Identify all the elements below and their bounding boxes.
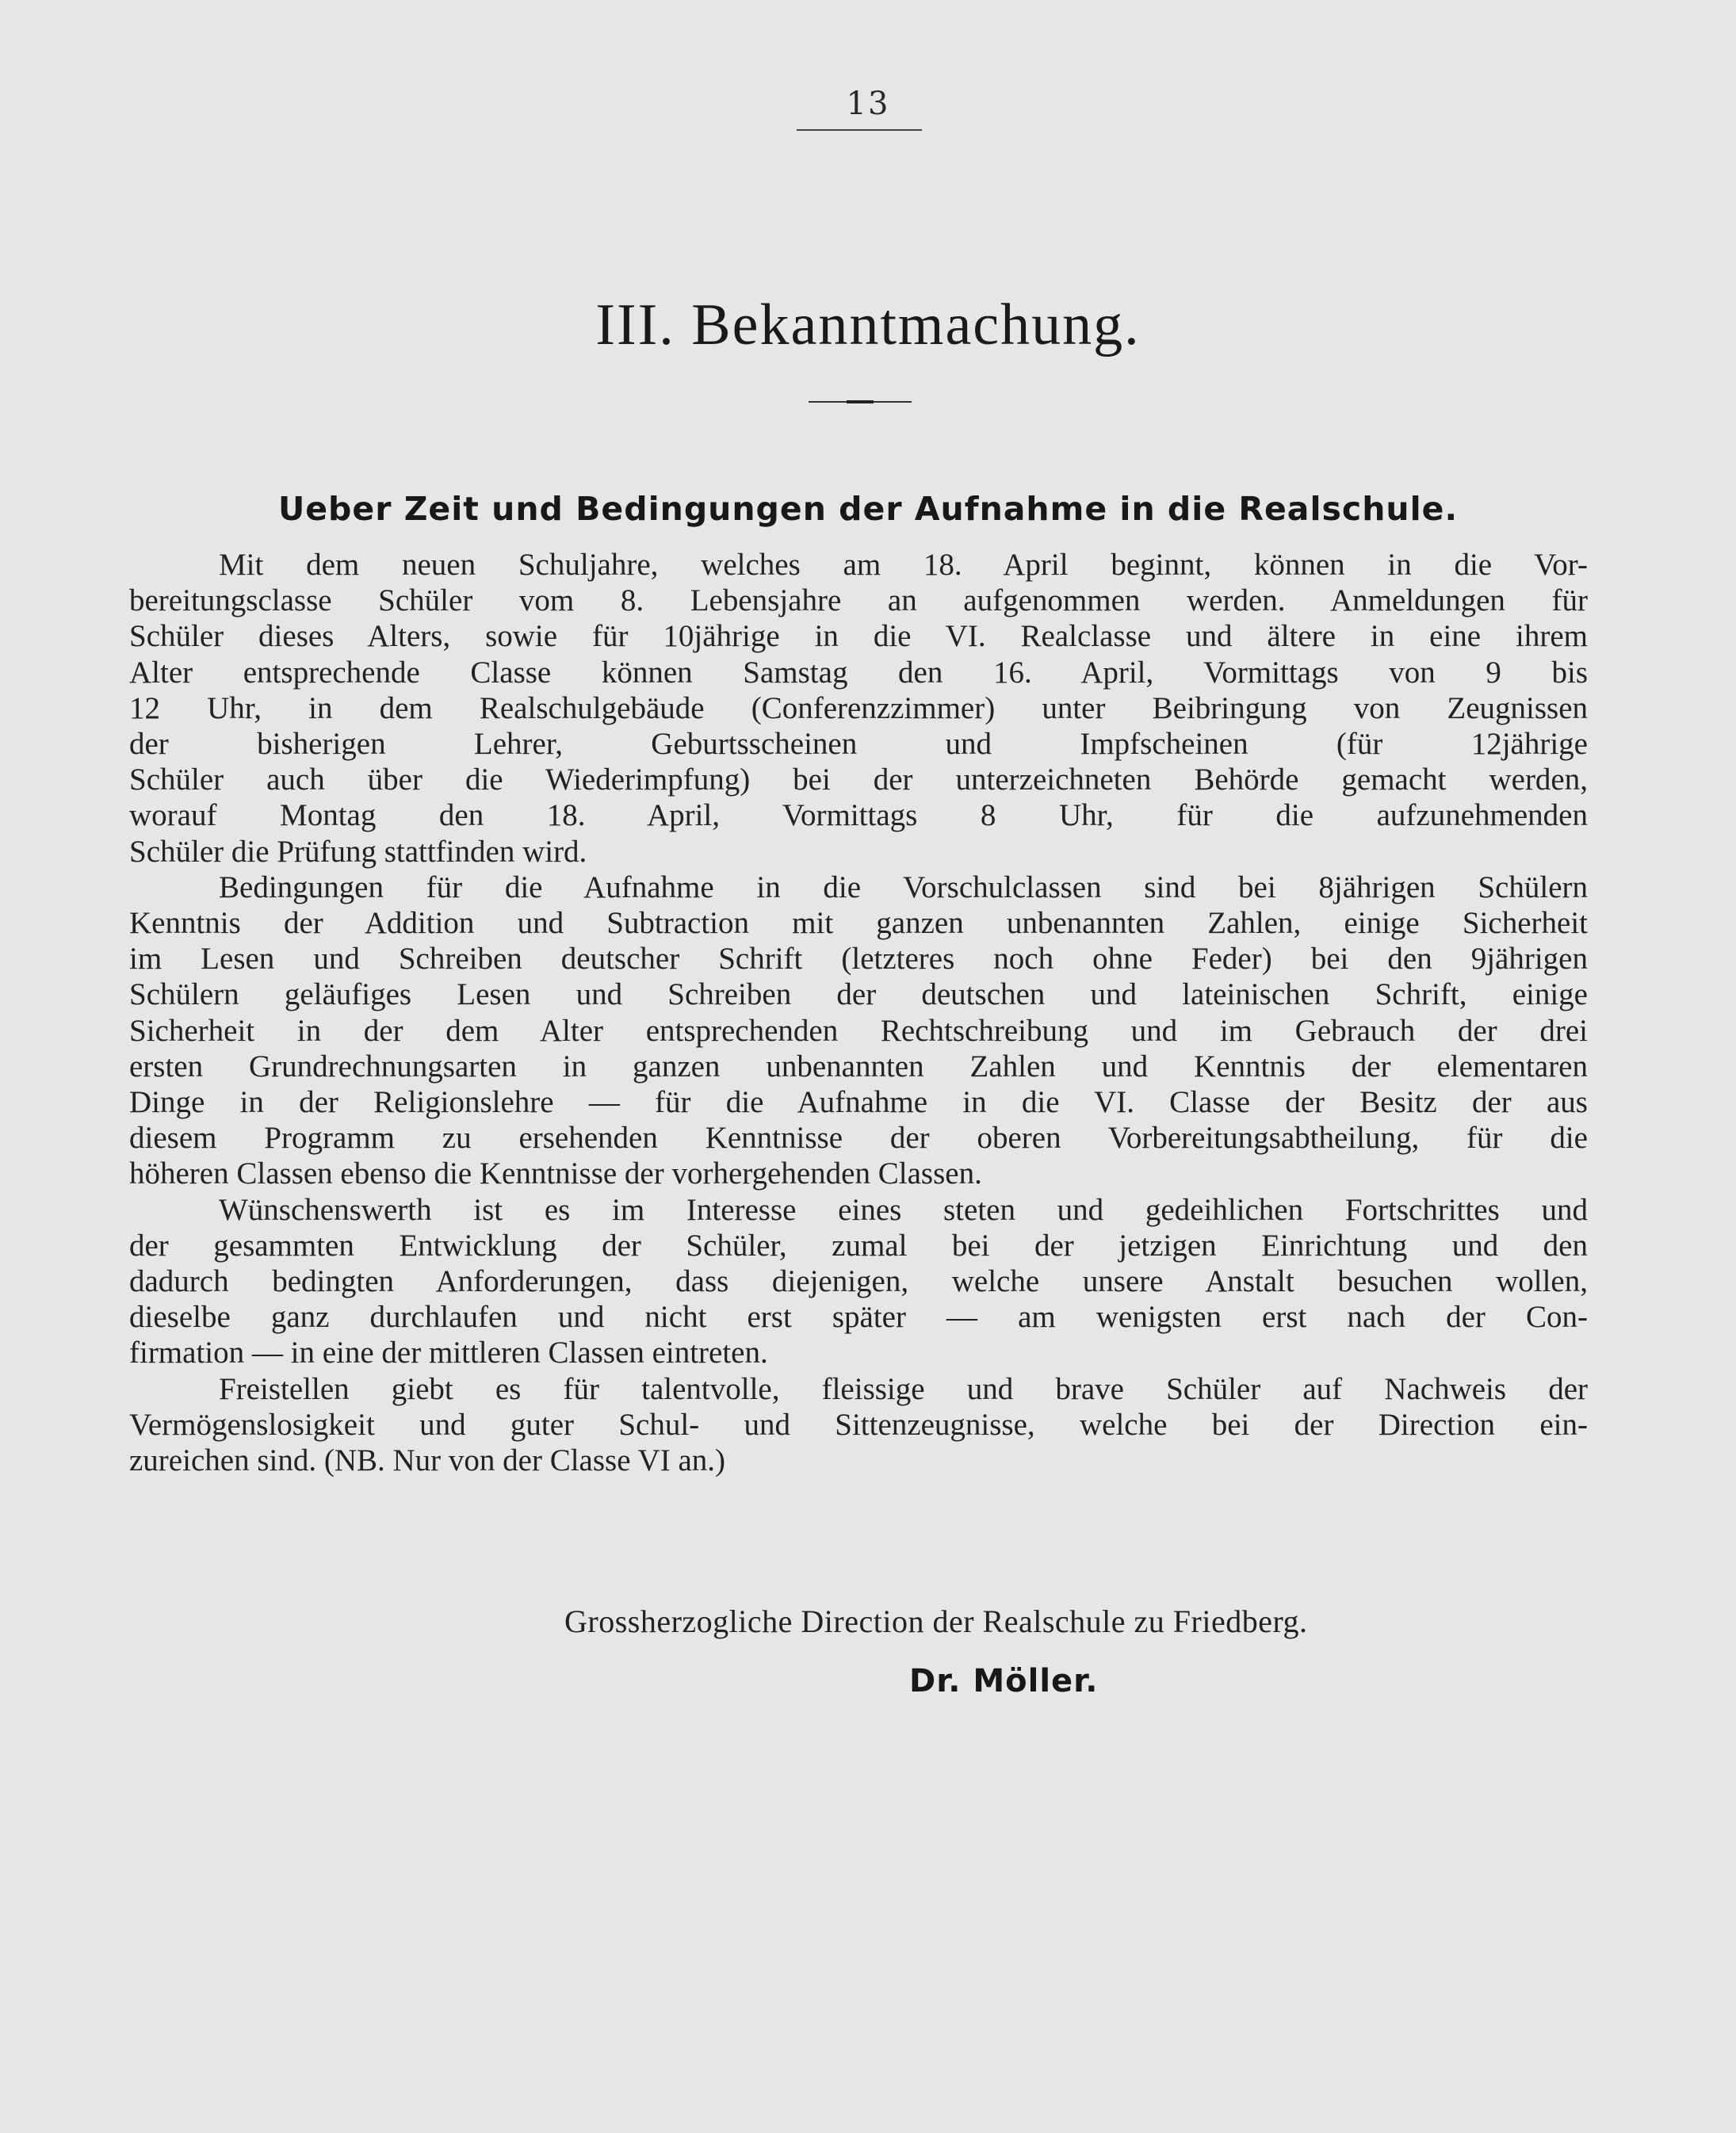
page-number-rule: [797, 129, 922, 131]
text-line: Dinge in der Religionslehre — für die Aufnahme in die VI. Classe der Besitz der aus: [129, 1085, 1588, 1120]
text-line: ersten Grundrechnungsarten in ganzen unbenannten Zahlen und Kenntnis der elementaren: [129, 1049, 1588, 1084]
text-line: worauf Montag den 18. April, Vormittags 8 Uhr, für die aufzunehmenden: [129, 798, 1588, 833]
body-text: [129, 547, 1588, 1478]
text-line: Schüler auch über die Wiederimpfung) bei der unterzeichneten Behörde gemacht werden,: [129, 763, 1588, 797]
text-line: bereitungsclasse Schüler vom 8. Lebensjahre an aufgenommen werden. Anmeldungen für: [129, 583, 1588, 618]
text-line: 12 Uhr, in dem Realschulgebäude (Conferenzzimmer) unter Beibringung von Zeugnissen: [129, 690, 1588, 725]
paragraph-admission-dates: [129, 547, 1588, 870]
text-line: im Lesen und Schreiben deutscher Schrift (letzteres noch ohne Feder) bei den 9jährigen: [129, 942, 1588, 977]
text-line: Vermögenslosigkeit und guter Schul- und Sittenzeugnisse, welche bei der Direction ein-: [129, 1407, 1588, 1442]
text-line: Schüler dieses Alters, sowie für 10jährige in die VI. Realclasse und ältere in eine ihrem: [129, 619, 1588, 654]
text-line: Schüler die Prüfung stattfinden wird.: [129, 834, 587, 869]
text-line: der gesammten Entwicklung der Schüler, zumal bei der jetzigen Einrichtung und den: [129, 1228, 1588, 1263]
text-line: Wünschenswerth ist es im Interesse eines steten und gedeihlichen Fortschrittes und: [219, 1192, 1588, 1227]
text-line: höheren Classen ebenso die Kenntnisse der vorhergehenden Classen.: [129, 1156, 982, 1191]
text-line: Freistellen giebt es für talentvolle, fleissige und brave Schüler auf Nachweis der: [219, 1371, 1588, 1406]
title-divider: [809, 401, 912, 403]
text-line: firmation — in eine der mittleren Classen eintreten.: [129, 1336, 768, 1370]
text-line: zureichen sind. (NB. Nur von der Classe VI an.): [129, 1443, 726, 1478]
text-line: Mit dem neuen Schuljahre, welches am 18. April beginnt, können in die Vor-: [219, 548, 1588, 582]
paragraph-recommendation: [129, 1192, 1588, 1371]
subheading: Ueber Zeit und Bedingungen der Aufnahme in die Realschule.: [277, 490, 1459, 528]
text-line: der bisherigen Lehrer, Geburtsscheinen und Impfscheinen (für 12jährige: [129, 727, 1588, 762]
section-title: III. Bekanntmachung.: [595, 292, 1141, 357]
text-line: Kenntnis der Addition und Subtraction mit ganzen unbenannten Zahlen, einige Sicherheit: [129, 906, 1588, 941]
page-number: 13: [846, 86, 890, 122]
signature-organization: Grossherzogliche Direction der Realschule zu Friedberg.: [564, 1604, 1308, 1639]
text-line: dieselbe ganz durchlaufen und nicht erst später — am wenigsten erst nach der Con-: [129, 1300, 1588, 1335]
text-line: Schülern geläufiges Lesen und Schreiben der deutschen und lateinischen Schrift, einige: [129, 977, 1588, 1012]
paragraph-admission-conditions: [129, 870, 1588, 1192]
paragraph-free-places: [129, 1371, 1588, 1479]
text-line: diesem Programm zu ersehenden Kenntnisse der oberen Vorbereitungsabtheilung, für die: [129, 1121, 1588, 1156]
text-line: Bedingungen für die Aufnahme in die Vorschulclassen sind bei 8jährigen Schülern: [219, 870, 1588, 904]
text-line: Alter entsprechende Classe können Samstag den 16. April, Vormittags von 9 bis: [129, 655, 1588, 690]
text-line: Sicherheit in der dem Alter entsprechenden Rechtschreibung und im Gebrauch der drei: [129, 1013, 1588, 1048]
text-line: dadurch bedingten Anforderungen, dass diejenigen, welche unsere Anstalt besuchen wollen,: [129, 1264, 1588, 1299]
signature-name: Dr. Möller.: [909, 1663, 1099, 1699]
